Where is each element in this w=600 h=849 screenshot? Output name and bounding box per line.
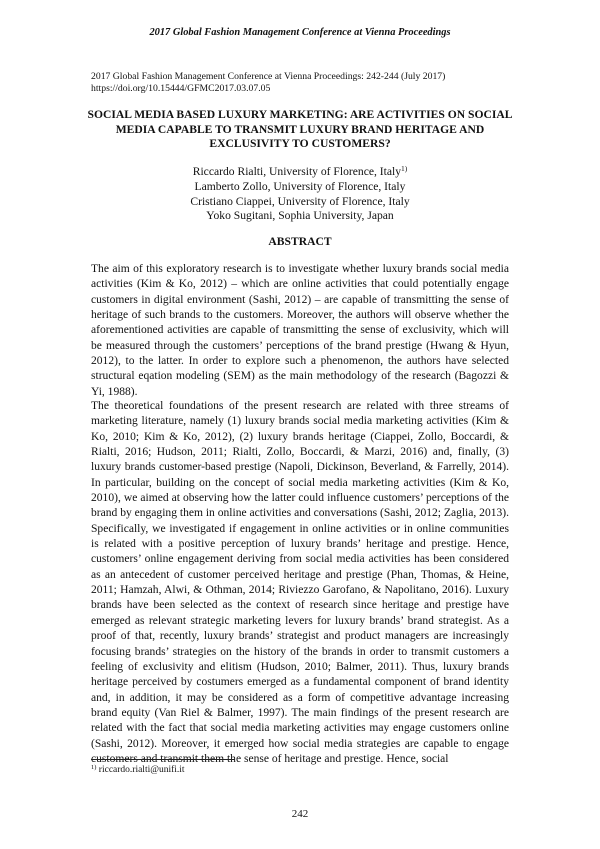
doi-link[interactable]: https://doi.org/10.15444/GFMC2017.03.07.05 — [91, 83, 271, 94]
footnote-marker[interactable]: 1) — [401, 164, 408, 173]
author-line: Lamberto Zollo, University of Florence, Italy — [194, 179, 406, 193]
abstract-paragraph: The theoretical foundations of the present research are related with three streams of marketing literature, namely (1) luxury brands social media marketing activities (Kim & Ko, 2010; Kim & Ko, 2012), (2) luxury brands heritage (Ciappei, Zollo, Boccardi, & Rialti, 2016; Hudson, 2011; Rialti, Zollo, Boccardi, & Marzi, 2016) and, finally, (3) luxury brands customer-based prestige (Napoli, Dickinson, Beverland, & Farrelly, 2014). In particular, building on the concept of social media marketing activities (Kim & Ko, 2010), we aimed at observing how the latter could influence customers’ perceptions of the brand by engaging them in online activities and conversations (Sashi, 2012; Zaglia, 2013). Specifically, we investigated if engagement in online activities or in online communities is related with a positive perception of luxury brands’ heritage and prestige. Hence, customers’ online engagement deriving from social media activities has been considered as an antecedent of customer perceived heritage and prestige (Phan, Thomas, & Heine, 2011; Hamzah, Alwi, & Othman, 2014; Riviezzo Garofano, & Napolitano, 2016). Luxury brands have been selected as the context of research since heritage and prestige have emerged as relevant strategic marketing levers for luxury brands’ brand strategist. As a proof of that, recently, luxury brands’ strategist and product managers are increasingly focusing brands’ strategies on the history of the brands in order to transmit customers a feeling of exclusivity and elitism (Hudson, 2010; Balmer, 2011). Thus, luxury brands heritage perceived by costumers emerged as a fundamental component of brand identity and, in addition, it may be considered as a form of competitive advantage increasing brand equity (Van Riel & Balmer, 1997). The main findings of the present research are related with the fact that social media marketing activities may engage customers online (Sashi, 2012). Moreover, it emerged how social media strategies are capable to engage customers and transmit them the sense of heritage and prestige. Hence, social — [91, 400, 509, 765]
author-line: Cristiano Ciappei, University of Florence, Italy — [190, 194, 410, 208]
page-number: 242 — [291, 808, 309, 820]
footnote-email[interactable]: riccardo.rialti@unifi.it — [96, 765, 185, 775]
footnote-divider — [91, 759, 235, 760]
author-line: Riccardo Rialti, University of Florence, Italy$^{1)}$ — [192, 164, 408, 178]
author-list — [91, 165, 509, 224]
footnote-marker: 1) — [91, 764, 97, 771]
abstract-paragraph: The aim of this exploratory research is to investigate whether luxury brands social media activities (Kim & Ko, 2012) – which are online activities that could potentially engage customers in digital environment (Sashi, 2012) – are capable of transmitting the sense of heritage of such brands to the customers. Moreover, the authors will observe whether the aforementioned activities are capable of transmitting the sense of exclusivity, which will be measured through the customers’ perceptions of the brand prestige (Hwang & Hyun, 2012), to the latter. In order to explore such a phenomenon, the authors have selected structural eqation modeling (SEM) as the main methodology of the research (Bagozzi & Yi, 1988). — [91, 263, 509, 398]
paper-title: SOCIAL MEDIA BASED LUXURY MARKETING: ARE ACTIVITIES ON SOCIAL MEDIA CAPABLE TO TRANSMIT LUXURY BRAND HERITAGE AND EXCLUSIVITY TO CUSTOMERS? — [87, 108, 513, 150]
running-header: 2017 Global Fashion Management Conference at Vienna Proceedings — [149, 27, 451, 38]
abstract-heading: ABSTRACT — [268, 235, 332, 248]
citation-block — [91, 71, 521, 95]
citation-line: 2017 Global Fashion Management Conference at Vienna Proceedings: 242-244 (July 2017) — [91, 71, 446, 82]
footnote — [91, 765, 185, 775]
author-line: Yoko Sugitani, Sophia University, Japan — [206, 209, 394, 223]
